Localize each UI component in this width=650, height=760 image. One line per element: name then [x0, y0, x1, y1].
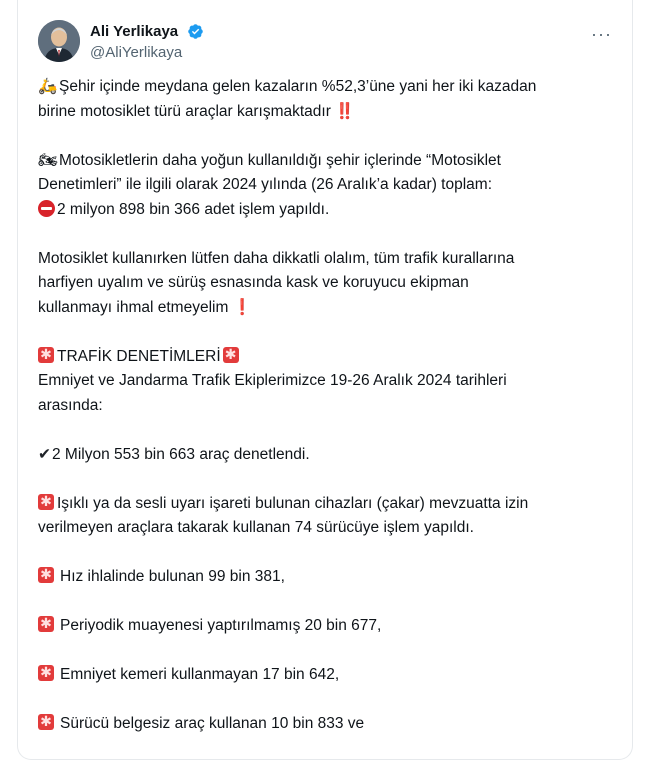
tweet-line: Hız ihlalinde bulunan 99 bin 381,: [60, 568, 285, 585]
tweet-line: Emniyet ve Jandarma Trafik Ekiplerimizce 19-26 Aralık 2024 tarihleri: [38, 372, 507, 389]
paragraph-4: [38, 345, 618, 419]
tweet-line: 2 milyon 898 bin 366 adet işlem yapıldı.: [57, 200, 330, 218]
exclamation-emoji-icon: ❗: [232, 298, 252, 316]
more-options-icon[interactable]: ···: [591, 24, 612, 44]
paragraph-6: [38, 492, 618, 541]
tweet-line: Periyodik muayenesi yaptırılmamış 20 bin 677,: [60, 617, 382, 634]
author-display-name[interactable]: Ali Yerlikaya: [90, 23, 179, 40]
tweet-header: [38, 20, 612, 68]
motorcycle-emoji-icon: 🏍: [38, 151, 58, 169]
author-name-block: [90, 22, 204, 63]
motor-scooter-emoji-icon: 🛵: [38, 78, 58, 95]
tweet-text: [38, 75, 618, 737]
tweet-line: arasında:: [38, 396, 103, 414]
author-handle[interactable]: @AliYerlikaya: [90, 44, 183, 61]
police-siren-emoji-icon: [38, 567, 54, 583]
tweet-line: Işıklı ya da sesli uyarı işareti bulunan cihazları (çakar) mevzuatta izin: [57, 494, 529, 512]
police-siren-emoji-icon: [38, 714, 54, 730]
tweet-line: Sürücü belgesiz araç kullanan 10 bin 833 ve: [60, 715, 365, 732]
section-title: TRAFİK DENETİMLERİ: [57, 347, 221, 365]
tweet-line: birine motosiklet türü araçlar karışmaktadır: [38, 102, 331, 120]
police-siren-emoji-icon: [223, 347, 239, 363]
police-siren-emoji-icon: [38, 665, 54, 681]
police-siren-emoji-icon: [38, 347, 54, 363]
tweet-line: Motosiklet kullanırken lütfen daha dikkatli olalım, tüm trafik kurallarına: [38, 249, 515, 267]
paragraph-3: [38, 247, 618, 321]
paragraph-5: [38, 443, 618, 468]
tweet-line: harfiyen uyalım ve sürüş esnasında kask ve koruyucu ekipman: [38, 274, 469, 291]
paragraph-1: [38, 75, 618, 124]
double-exclamation-emoji-icon: ‼️: [335, 102, 355, 120]
verified-badge-icon: [187, 23, 204, 40]
tweet-line: kullanmayı ihmal etmeyelim: [38, 298, 229, 316]
author-avatar[interactable]: [38, 20, 80, 62]
paragraph-10: [38, 712, 618, 737]
avatar-image: [38, 20, 80, 62]
tweet-line: Denetimleri” ile ilgili olarak 2024 yılında (26 Aralık’a kadar) toplam:: [38, 176, 493, 193]
paragraph-8: [38, 614, 618, 639]
tweet-line: Emniyet kemeri kullanmayan 17 bin 642,: [60, 666, 340, 683]
police-siren-emoji-icon: [38, 494, 54, 510]
tweet-line: Şehir içinde meydana gelen kazaların %52,3’üne yani her iki kazadan: [59, 78, 537, 95]
tweet-line: 2 Milyon 553 bin 663 araç denetlendi.: [52, 445, 310, 463]
paragraph-9: [38, 663, 618, 688]
no-entry-emoji-icon: [38, 200, 55, 217]
tweet-line: Motosikletlerin daha yoğun kullanıldığı şehir içlerinde “Motosiklet: [59, 151, 501, 169]
check-mark-icon: ✔: [38, 445, 51, 463]
paragraph-7: [38, 565, 618, 590]
paragraph-2: [38, 149, 618, 223]
police-siren-emoji-icon: [38, 616, 54, 632]
tweet-line: verilmeyen araçlara takarak kullanan 74 sürücüye işlem yapıldı.: [38, 519, 474, 536]
tweet-card: [17, 0, 633, 760]
